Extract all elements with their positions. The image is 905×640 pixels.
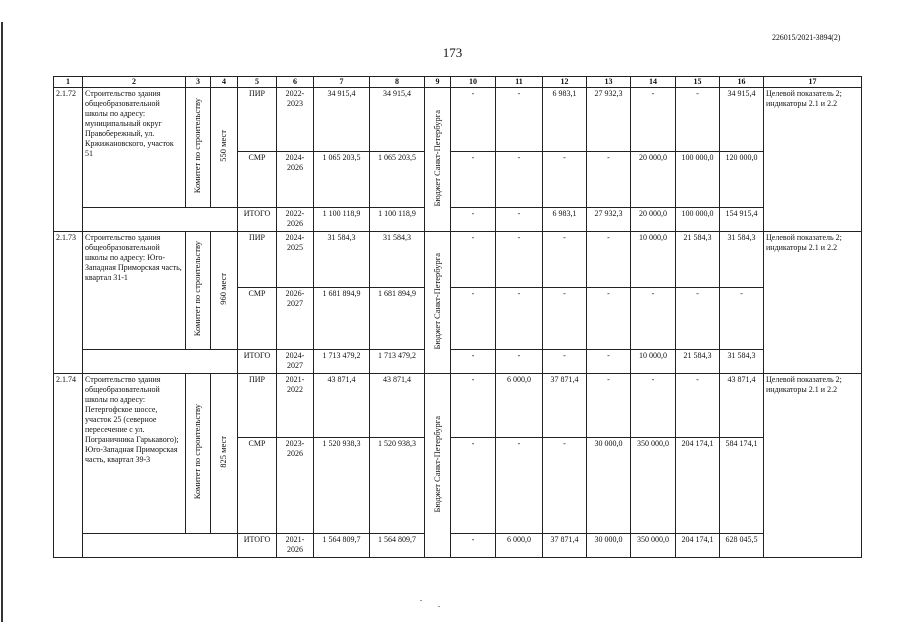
stage-period: 2024-2026 [277, 152, 314, 208]
column-header: 5 [238, 77, 277, 88]
total-row [54, 350, 862, 374]
total-c11: - [496, 208, 543, 232]
amount-c15: - [676, 88, 720, 152]
amount-c10: - [451, 288, 496, 350]
total-v7: 1 100 118,9 [314, 208, 370, 232]
amount-c11: 6 000,0 [496, 374, 543, 438]
stage-period: 2024-2025 [277, 232, 314, 288]
amount-c16: - [720, 288, 764, 350]
empty-cell [83, 350, 238, 374]
program-table [53, 76, 862, 558]
item-description: Строительство здания общеобразовательной школы по адресу: муниципальный округ Правобережный, ул. Кржижановского, участок 51 [83, 88, 186, 208]
amount-c12: 37 871,4 [543, 374, 587, 438]
header-row [54, 77, 862, 88]
capacity-label-text: 825 мест [218, 436, 229, 468]
column-header: 16 [720, 77, 764, 88]
item-number: 2.1.74 [54, 374, 83, 558]
stage-v8: 1 520 938,3 [370, 438, 425, 534]
amount-c13: - [587, 152, 631, 208]
amount-c15: 100 000,0 [676, 152, 720, 208]
amount-c14: - [631, 88, 676, 152]
column-header: 8 [370, 77, 425, 88]
amount-c13: 27 932,3 [587, 88, 631, 152]
amount-c11: - [496, 288, 543, 350]
amount-c16: 584 174,1 [720, 438, 764, 534]
document-number: 226015/2021-3894(2) [772, 33, 841, 42]
amount-c15: 204 174,1 [676, 438, 720, 534]
total-v8: 1 100 118,9 [370, 208, 425, 232]
amount-c16: 34 915,4 [720, 88, 764, 152]
total-c14: 350 000,0 [631, 534, 676, 558]
total-stage: ИТОГО [238, 534, 277, 558]
capacity-label [211, 88, 238, 208]
amount-c13: - [587, 374, 631, 438]
customer-label [186, 374, 211, 534]
total-c10: - [451, 208, 496, 232]
scan-speck [438, 606, 440, 607]
amount-c12: - [543, 152, 587, 208]
amount-c11: - [496, 438, 543, 534]
amount-c10: - [451, 232, 496, 288]
stage-stage: ПИР [238, 374, 277, 438]
total-c15: 21 584,3 [676, 350, 720, 374]
table-row [54, 232, 862, 288]
column-header: 7 [314, 77, 370, 88]
total-c14: 10 000,0 [631, 350, 676, 374]
total-c12: 6 983,1 [543, 208, 587, 232]
amount-c13: - [587, 288, 631, 350]
column-header: 1 [54, 77, 83, 88]
column-header: 17 [764, 77, 862, 88]
total-v7: 1 713 479,2 [314, 350, 370, 374]
total-v7: 1 564 809,7 [314, 534, 370, 558]
amount-c16: 31 584,3 [720, 232, 764, 288]
total-c13: 27 932,3 [587, 208, 631, 232]
total-c14: 20 000,0 [631, 208, 676, 232]
item-number: 2.1.72 [54, 88, 83, 232]
item-description: Строительство здания общеобразовательной школы по адресу: Петергофское шоссе, участок 25 (северное пересечение с ул. Пограничника Гарькавого); Юго-Западная Приморская часть, квартал 39-3 [83, 374, 186, 534]
amount-c15: - [676, 288, 720, 350]
amount-c10: - [451, 374, 496, 438]
stage-v8: 43 871,4 [370, 374, 425, 438]
item-number: 2.1.73 [54, 232, 83, 374]
total-stage: ИТОГО [238, 208, 277, 232]
total-period: 2022-2026 [277, 208, 314, 232]
total-c11: - [496, 350, 543, 374]
stage-v7: 1 520 938,3 [314, 438, 370, 534]
stage-v7: 1 065 203,5 [314, 152, 370, 208]
column-header: 4 [211, 77, 238, 88]
stage-v7: 31 584,3 [314, 232, 370, 288]
amount-c12: - [543, 438, 587, 534]
amount-c15: 21 584,3 [676, 232, 720, 288]
total-c15: 100 000,0 [676, 208, 720, 232]
stage-period: 2022-2023 [277, 88, 314, 152]
customer-label [186, 88, 211, 208]
amount-c14: - [631, 374, 676, 438]
amount-c16: 43 871,4 [720, 374, 764, 438]
amount-c13: - [587, 232, 631, 288]
total-c15: 204 174,1 [676, 534, 720, 558]
customer-label [186, 232, 211, 350]
amount-c14: 10 000,0 [631, 232, 676, 288]
stage-v8: 34 915,4 [370, 88, 425, 152]
amount-c12: 6 983,1 [543, 88, 587, 152]
capacity-label-text: 550 мест [218, 130, 229, 162]
column-header: 15 [676, 77, 720, 88]
total-c10: - [451, 350, 496, 374]
column-header: 11 [496, 77, 543, 88]
stage-stage: СМР [238, 288, 277, 350]
total-stage: ИТОГО [238, 350, 277, 374]
stage-stage: ПИР [238, 232, 277, 288]
note: Целевой показатель 2; индикаторы 2.1 и 2.2 [764, 232, 862, 374]
table-row [54, 374, 862, 438]
capacity-label [211, 232, 238, 350]
stage-period: 2023-2026 [277, 438, 314, 534]
funding-source [425, 232, 451, 374]
column-header: 14 [631, 77, 676, 88]
stage-stage: ПИР [238, 88, 277, 152]
amount-c16: 120 000,0 [720, 152, 764, 208]
total-period: 2024-2027 [277, 350, 314, 374]
funding-source [425, 374, 451, 558]
total-c12: - [543, 350, 587, 374]
amount-c12: - [543, 232, 587, 288]
scan-speck [420, 600, 422, 601]
total-row [54, 534, 862, 558]
stage-stage: СМР [238, 438, 277, 534]
customer-label-text: Комитет по строительству [192, 241, 203, 337]
stage-v8: 1 681 894,9 [370, 288, 425, 350]
customer-label-text: Комитет по строительству [192, 98, 203, 194]
amount-c11: - [496, 88, 543, 152]
amount-c12: - [543, 288, 587, 350]
total-c12: 37 871,4 [543, 534, 587, 558]
total-c16: 628 045,5 [720, 534, 764, 558]
note: Целевой показатель 2; индикаторы 2.1 и 2.2 [764, 374, 862, 558]
stage-period: 2021-2022 [277, 374, 314, 438]
amount-c13: 30 000,0 [587, 438, 631, 534]
scan-edge-line [1, 22, 3, 622]
capacity-label-text: 960 мест [218, 273, 229, 305]
empty-cell [83, 534, 238, 558]
empty-cell [83, 208, 238, 232]
funding-source-text: Бюджет Санкт-Петербурга [431, 415, 442, 513]
stage-v7: 34 915,4 [314, 88, 370, 152]
total-row [54, 208, 862, 232]
stage-v8: 31 584,3 [370, 232, 425, 288]
column-header: 13 [587, 77, 631, 88]
total-c16: 31 584,3 [720, 350, 764, 374]
stage-v8: 1 065 203,5 [370, 152, 425, 208]
stage-v7: 43 871,4 [314, 374, 370, 438]
total-v8: 1 564 809,7 [370, 534, 425, 558]
amount-c10: - [451, 438, 496, 534]
amount-c11: - [496, 232, 543, 288]
amount-c15: - [676, 374, 720, 438]
column-header: 10 [451, 77, 496, 88]
column-header: 6 [277, 77, 314, 88]
customer-label-text: Комитет по строительству [192, 404, 203, 500]
total-period: 2021-2026 [277, 534, 314, 558]
column-header: 9 [425, 77, 451, 88]
total-c13: 30 000,0 [587, 534, 631, 558]
stage-stage: СМР [238, 152, 277, 208]
amount-c10: - [451, 152, 496, 208]
total-v8: 1 713 479,2 [370, 350, 425, 374]
stage-period: 2026-2027 [277, 288, 314, 350]
table-row [54, 88, 862, 152]
amount-c14: 20 000,0 [631, 152, 676, 208]
amount-c14: - [631, 288, 676, 350]
total-c11: 6 000,0 [496, 534, 543, 558]
total-c10: - [451, 534, 496, 558]
stage-v7: 1 681 894,9 [314, 288, 370, 350]
funding-source [425, 88, 451, 232]
column-header: 2 [83, 77, 186, 88]
funding-source-text: Бюджет Санкт-Петербурга [431, 109, 442, 207]
amount-c10: - [451, 88, 496, 152]
note: Целевой показатель 2; индикаторы 2.1 и 2.2 [764, 88, 862, 232]
total-c13: - [587, 350, 631, 374]
amount-c11: - [496, 152, 543, 208]
total-c16: 154 915,4 [720, 208, 764, 232]
column-header: 12 [543, 77, 587, 88]
page-number: 173 [442, 45, 463, 60]
amount-c14: 350 000,0 [631, 438, 676, 534]
capacity-label [211, 374, 238, 534]
item-description: Строительство здания общеобразовательной школы по адресу: Юго-Западная Приморская часть, квартал 31-1 [83, 232, 186, 350]
column-header: 3 [186, 77, 211, 88]
funding-source-text: Бюджет Санкт-Петербурга [431, 252, 442, 350]
